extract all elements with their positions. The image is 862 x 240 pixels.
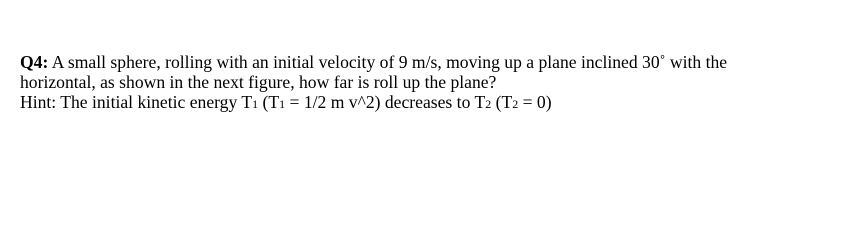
question-number-label: Q4: (20, 52, 49, 72)
hint-subscript-3: 2 (485, 97, 492, 111)
hint-subscript-2: 1 (279, 97, 286, 111)
hint-text-4: (T (491, 92, 513, 112)
question-text-block (20, 52, 860, 114)
hint-subscript-4: 2 (512, 97, 519, 111)
question-line-2: horizontal, as shown in the next figure, how far is roll up the plane? (20, 72, 497, 92)
hint-subscript-1: 1 (252, 97, 259, 111)
hint-line (20, 92, 860, 114)
hint-text-3: = 1/2 m v^2) decreases to T (285, 92, 486, 112)
question-text-part-1: A small sphere, rolling with an initial velocity of 9 m/s, moving up a plane inclined 30˚ with the (48, 52, 728, 72)
hint-text-1: Hint: The initial kinetic energy T (20, 92, 253, 112)
question-line-1 (20, 52, 860, 72)
hint-text-2: (T (258, 92, 280, 112)
hint-text-5: = 0) (518, 92, 552, 112)
